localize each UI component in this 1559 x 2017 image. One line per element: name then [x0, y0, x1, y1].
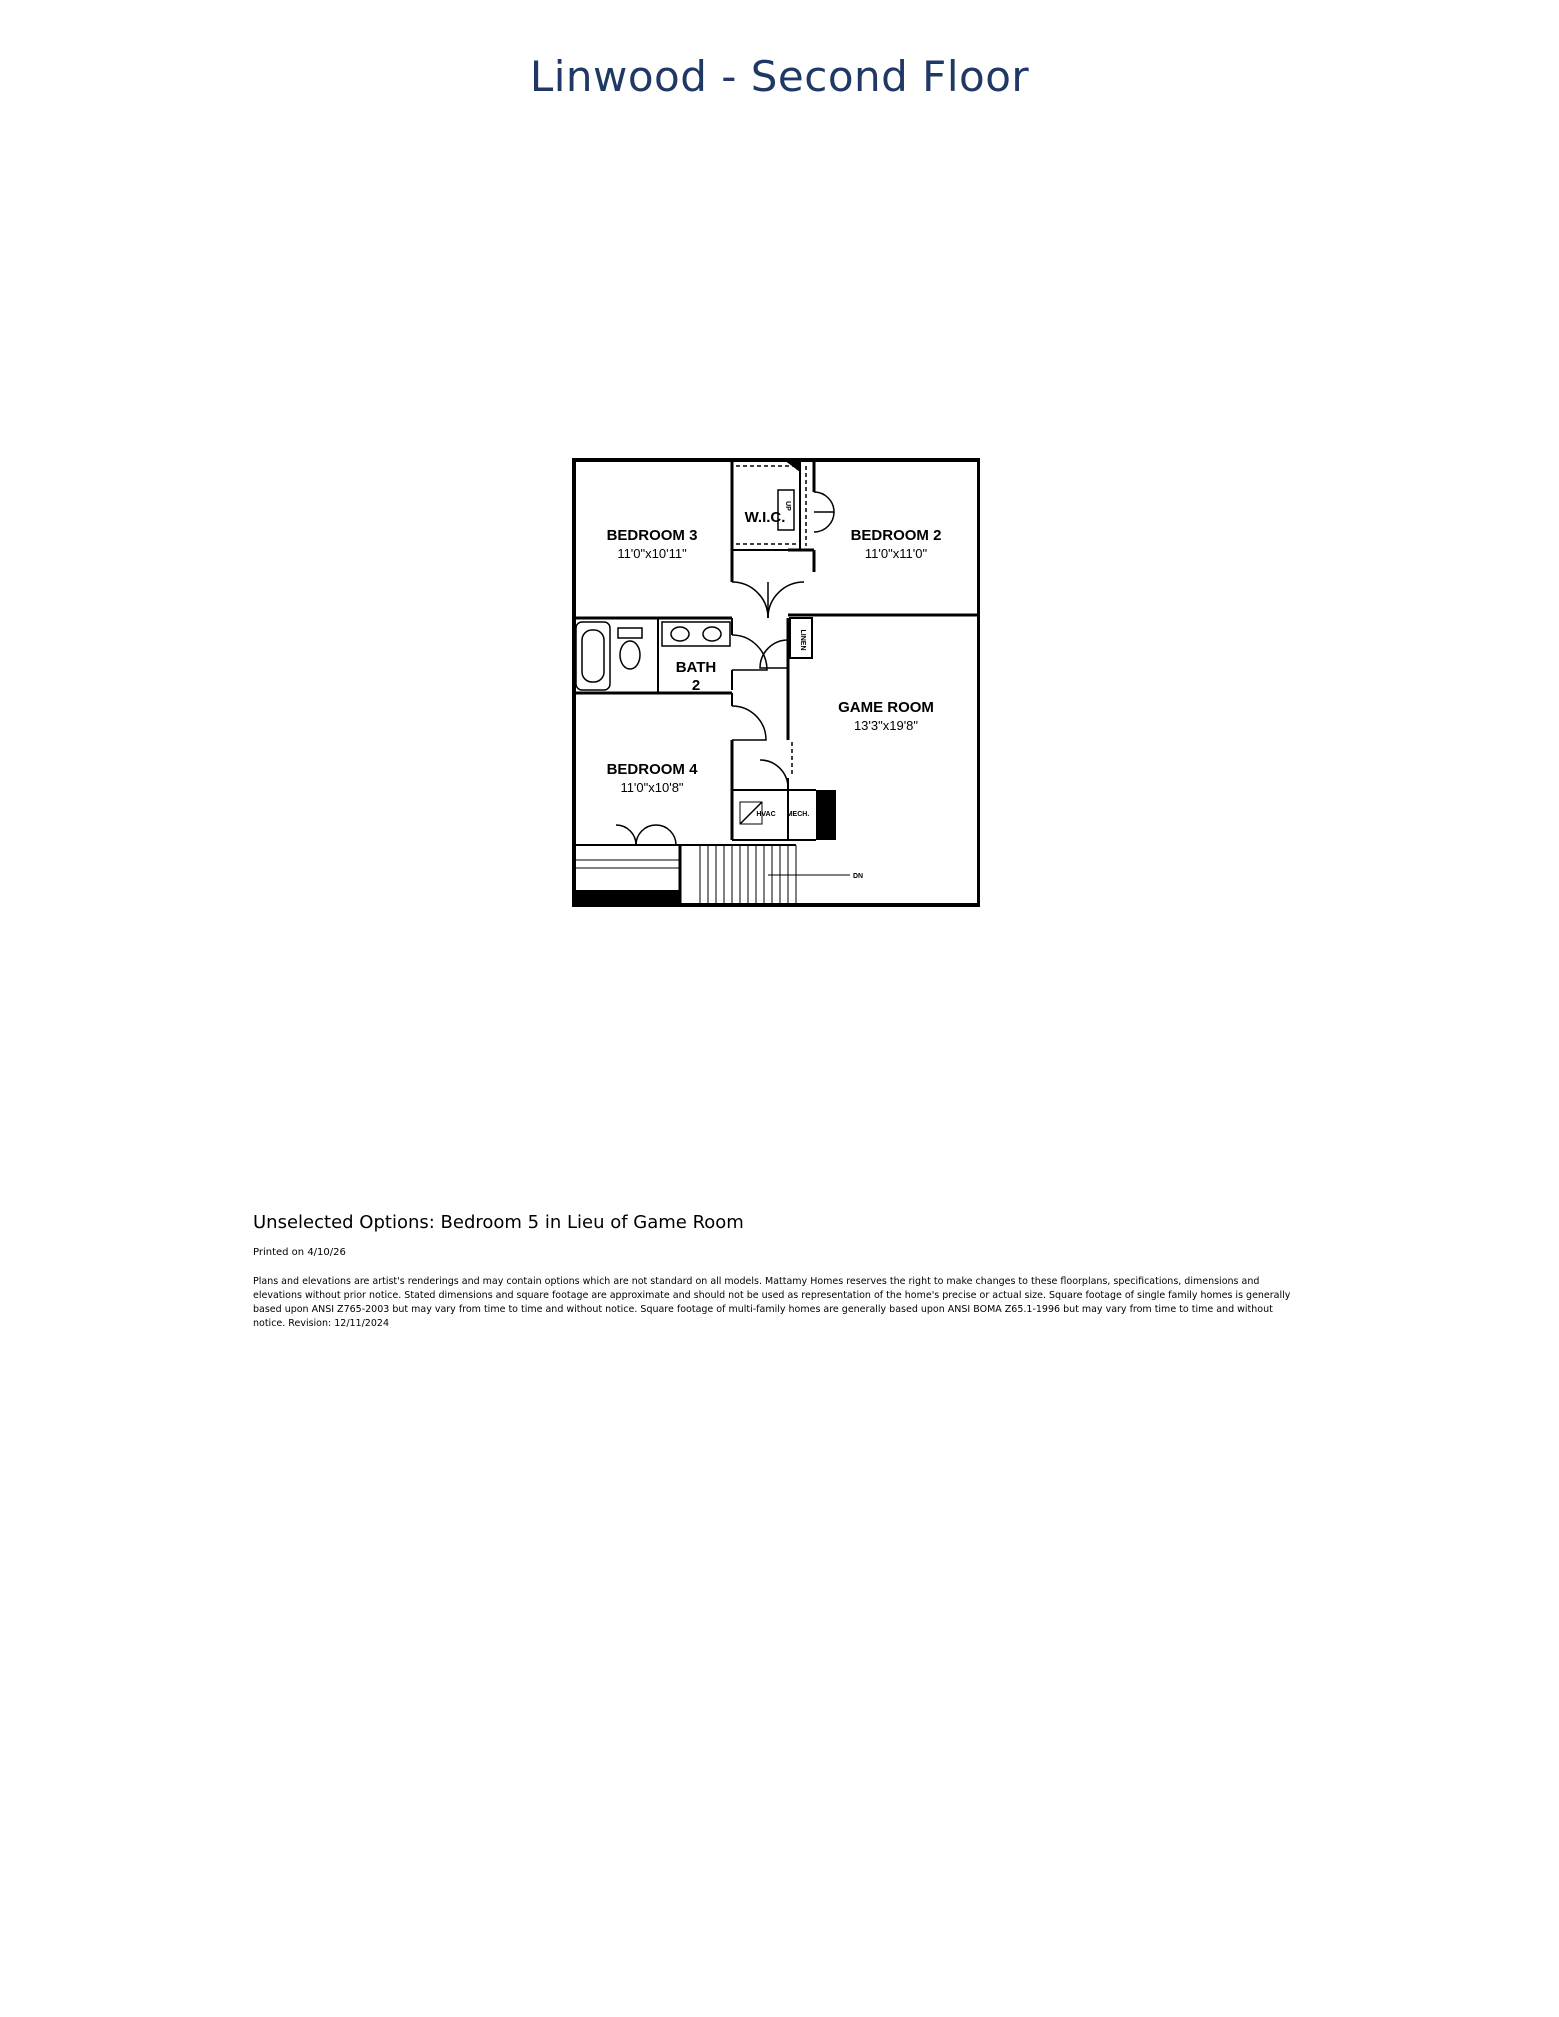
bedroom3-label: BEDROOM 3 [606, 527, 698, 544]
bedroom4-label: BEDROOM 4 [606, 761, 698, 778]
wall-block [816, 790, 836, 840]
bedroom3-dims: 11'0"x10'11" [617, 546, 687, 561]
disclaimer-text: Plans and elevations are artist's renderings and may contain options which are not standard on all models. Mattamy Homes reserves the right to make changes to these floorplans, specifications, dimensions and elevations without prior notice. Stated dimensions and square footage are approximate and should not be used as representation of the home's precise or actual size. Square footage of single family homes is generally based upon ANSI Z765-2003 but may vary from time to time and without notice. Square footage of multi-family homes are generally based upon ANSI BOMA Z65.1-1996 but may vary from time to time and without notice. Revision: 12/11/2024 [253, 1276, 1291, 1329]
linen-label: LINEN [799, 629, 806, 651]
bedroom4-dims: 11'0"x10'8" [620, 780, 684, 795]
printed-date: Printed on 4/10/26 [253, 1247, 346, 1258]
stairs-up-label: UP [784, 501, 791, 511]
game-room-label: GAME ROOM [838, 699, 934, 716]
floor-plan-drawing [560, 450, 980, 910]
stairs-down-label: DN [852, 873, 864, 880]
bath-number: 2 [691, 677, 701, 694]
page-title: Linwood - Second Floor [529, 52, 1030, 101]
bedroom2-label: BEDROOM 2 [850, 527, 942, 544]
mech-label: MECH. [786, 811, 810, 818]
unselected-options: Unselected Options: Bedroom 5 in Lieu of Game Room [253, 1212, 744, 1233]
wic-label: W.I.C. [744, 509, 786, 526]
bath-label: BATH [675, 659, 717, 676]
game-room-dims: 13'3"x19'8" [853, 718, 919, 733]
bedroom2-dims: 11'0"x11'0" [864, 546, 928, 561]
hvac-label: HVAC [756, 811, 776, 818]
wall-block [574, 890, 680, 905]
floor-plan [560, 450, 980, 910]
